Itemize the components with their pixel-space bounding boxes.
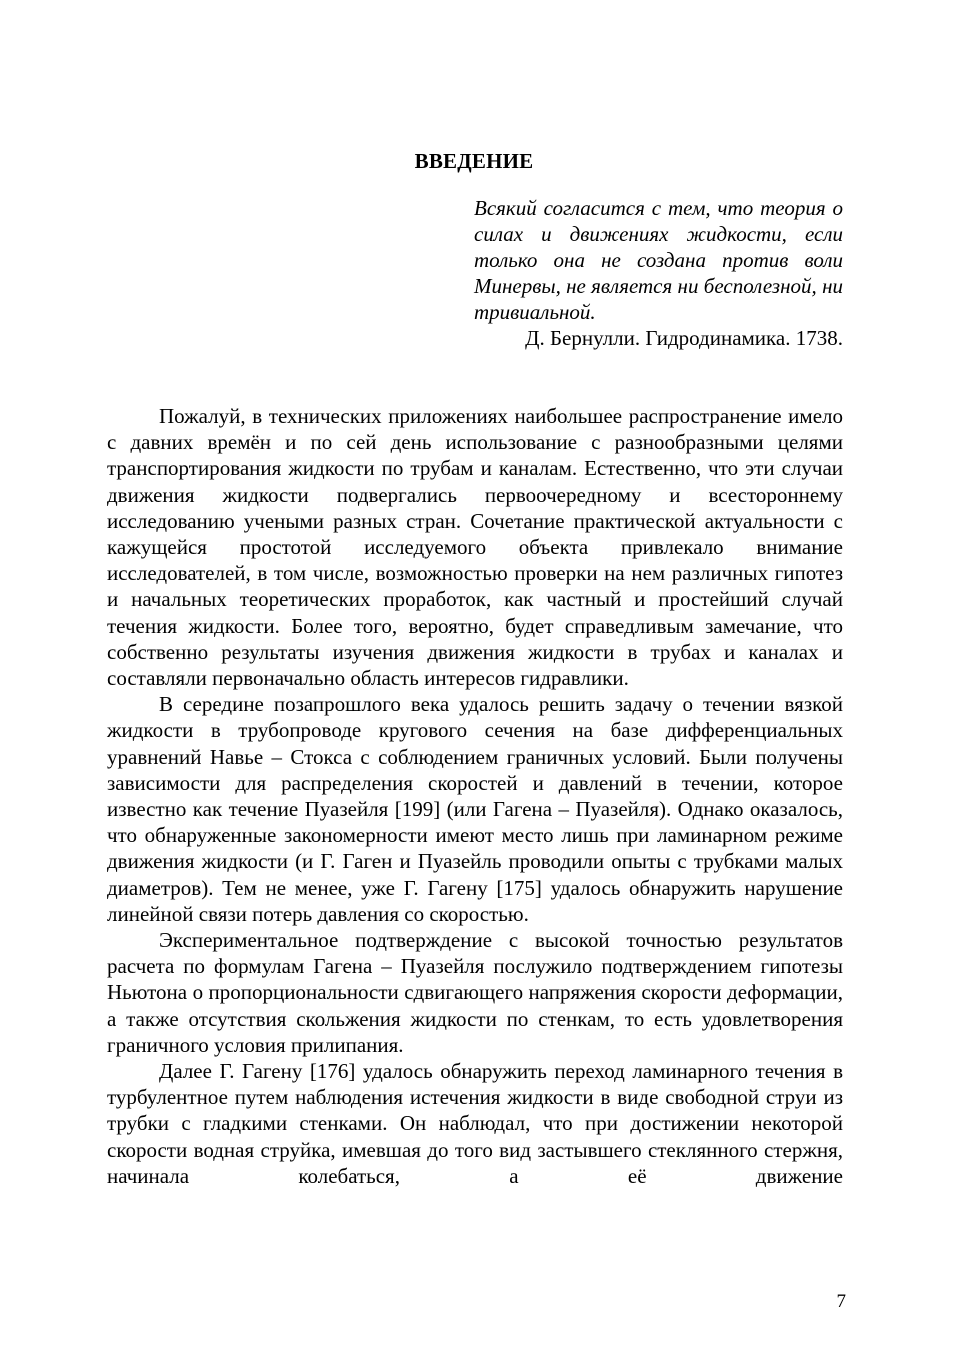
paragraph: Пожалуй, в технических приложениях наибольшее распространение имело с давних времён и по сей день использование с разнообразными целями транспортирования жидкости по трубам и каналам. Естественно, что эти случаи движения жидкости подвергались первоочередному и всестороннему исследованию учеными разных стран. Сочетание практической актуальности с кажущейся простотой исследуемого объекта привлекало внимание исследователей, в том числе, возможностью проверки на нем различных гипотез и начальных теоретических проработок, как частный и простейший случай течения жидкости. Более того, вероятно, будет справедливым замечание, что собственно результаты изучения движения жидкости в трубах и каналах и составляли первоначально область интересов гидравлики.: [107, 404, 843, 691]
epigraph: [474, 195, 843, 351]
page-title: ВВЕДЕНИЕ: [414, 149, 534, 173]
paragraph: Экспериментальное подтверждение с высокой точностью результатов расчета по формулам Гагена – Пуазейля послужило подтверждением гипотезы Ньютона о пропорциональности сдвигающего напряжения скорости деформации, а также отсутствия скольжения жидкости по стенкам, то есть удовлетворения граничного условия прилипания.: [107, 928, 843, 1057]
body-text: [107, 403, 843, 1189]
paragraph: Далее Г. Гагену [176] удалось обнаружить переход ламинарного течения в турбулентное путем наблюдения истечения жидкости в виде свободной струи из трубки с гладкими стенками. Он наблюдал, что при достижении некоторой скорости водная струйка, имевшая до того вид застывшего стеклянного стержня, начинала колебаться, а её движение: [107, 1059, 843, 1188]
epigraph-source: Д. Бернулли. Гидродинамика. 1738.: [525, 326, 843, 350]
paragraph: В середине позапрошлого века удалось решить задачу о течении вязкой жидкости в трубопроводе кругового сечения на базе дифференциальных уравнений Навье – Стокса с соблюдением граничных условий. Были получены зависимости для распределения скоростей и давлений в течении, которое известно как течение Пуазейля [199] (или Гагена – Пуазейля). Однако оказалось, что обнаруженные закономерности имеют место лишь при ламинарном режиме движения жидкости (и Г. Гаген и Пуазейль проводили опыты с трубками малых диаметров). Тем не менее, уже Г. Гагену [175] удалось обнаружить нарушение линейной связи потерь давления со скоростью.: [107, 692, 843, 926]
page-number: 7: [836, 1291, 846, 1312]
epigraph-quote: Всякий согласится с тем, что теория о силах и движениях жидкости, если только она не создана против воли Минервы, не является ни бесполезной, ни тривиальной.: [474, 196, 843, 324]
